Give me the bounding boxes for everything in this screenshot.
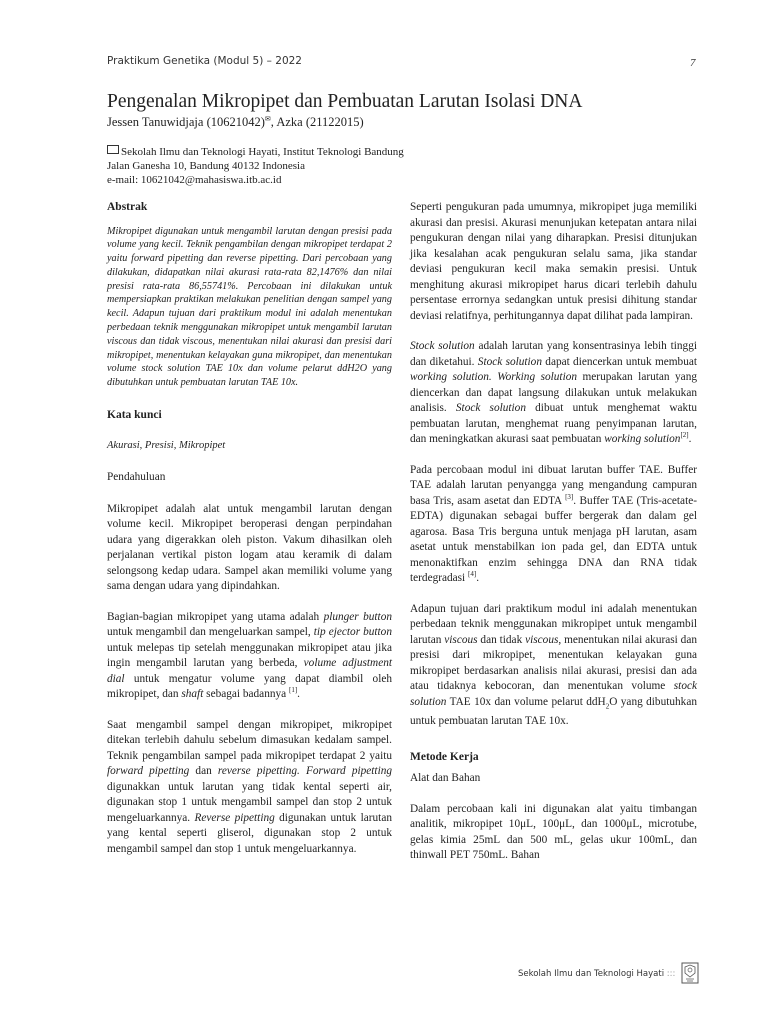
paper-title: Pengenalan Mikropipet dan Pembuatan Larutan Isolasi DNA <box>107 91 583 112</box>
methods-heading: Metode Kerja <box>410 750 479 763</box>
envelope-icon <box>107 145 119 154</box>
affiliation-email[interactable]: e-mail: 10621042@mahasiswa.itb.ac.id <box>107 174 282 186</box>
tae-buffer-paragraph: Pada percobaan modul ini dibuat larutan buffer TAE. Buffer TAE adalah larutan penyangga yang mengandung campuran basa Tris, asam asetat dan EDTA [3]. Buffer TAE (Tris-acetate-EDTA) digunakan sebagai buffer bergerak dan dalam gel agarosa. Basa Tris berguna untuk menjaga pH larutan, asam asetat untuk menstabilkan ion pada gel, dan EDTA untuk menonaktifkan enzim sehingga DNA dan RNA tidak terdegradasi [4]. <box>410 463 697 584</box>
intro-paragraph-1: Mikropipet adalah alat untuk mengambil larutan dengan volume kecil. Mikropipet beroperasi dengan perpindahan udara yang digerakkan oleh piston. Vakum dihasilkan oleh perjalanan vertikal piston logam atau keramik di dalam selongsong kedap udara. Sampel akan memiliki volume yang sama dengan udara yang dipindahkan. <box>107 502 392 593</box>
right-column <box>410 200 697 864</box>
materials-subheading: Alat dan Bahan <box>410 772 481 785</box>
intro-heading: Pendahuluan <box>107 471 166 484</box>
running-header: Praktikum Genetika (Modul 5) – 2022 <box>107 55 302 67</box>
abstract-heading: Abstrak <box>107 201 148 213</box>
keywords-text: Akurasi, Presisi, Mikropipet <box>107 439 226 451</box>
intro-paragraph-3: Saat mengambil sampel dengan mikropipet, mikropipet ditekan terlebih dahulu sebelum dimasukan kedalam sampel. Teknik pengambilan sampel pada mikropipet terdapat 2 yaitu forward pipetting dan reverse pipetting. Forward pipetting digunakkan untuk larutan yang tidak kental seperti air, digunakan stop 1 untuk mengambil sampel dan stop 2 untuk mengeluarkannya. Reverse pipetting digunakan untuk larutan yang kental seperti gliserol, digunakan stop 2 untuk mengambil sampel dan stop 1 untuk mengeluarkannya. <box>107 718 392 855</box>
author-primary: Jessen Tanuwidjaja (10621042) <box>107 115 265 129</box>
itb-logo-icon <box>681 962 699 984</box>
objectives-paragraph: Adapun tujuan dari praktikum modul ini adalah menentukan perbedaan teknik menggunakan mikropipet untuk mengambil larutan viscous dan tidak viscous, menentukan nilai akurasi dan presisi dari mikropipet, menentukan kelayakan guna mikropipet berdasarkan analisis nilai akurasi, presisi dan ada atau tidaknya kebocoran, dan menentukan volume stock solution TAE 10x dan volume pelarut ddH$_2$O yang dibutuhkan untuk pembuatan larutan TAE 10x. <box>410 602 697 728</box>
intro-paragraph-2: Bagian-bagian mikropipet yang utama adalah plunger button untuk mengambil dan mengeluarkan sampel, tip ejector button untuk melepas tip setelah menggunakan mikropipet atau jika ingin mengambil larutan yang berbeda, volume adjustment dial untuk mengatur volume yang dapat diambil oleh mikropipet, dan shaft sebagai badannya [1]. <box>107 610 392 701</box>
abstract-text: Mikropipet digunakan untuk mengambil larutan dengan presisi pada volume yang kecil. Teknik pengambilan dengan mikropipet terdapat 2 yaitu forward pipetting dan reverse pipetting. Dari percobaan yang dilakukan, didapatkan nilai akurasi rata-rata 82,1476% dan nilai presisi rata-rata 86,55741%. Percobaan ini dilakukan untuk mempersiapkan praktikan melakukan penelitian dengan sampel yang kecil. Adapun tujuan dari praktikum modul ini adalah menentukan perbedaan teknik menggunakan mikropipet untuk mengambil larutan viscous dan tidak viscous, menentukan nilai akurasi dan presisi dari mikropipet, menentukan kelayakan guna mikropipet, dan menentukan volume stock solution TAE 10x dan volume pelarut ddH2O yang dibutuhkan untuk pembuatan larutan TAE 10x. <box>107 225 392 389</box>
citation-2: [2] <box>680 431 689 440</box>
accuracy-paragraph: Seperti pengukuran pada umumnya, mikropipet juga memiliki akurasi dan presisi. Akurasi menunjukan ketepatan antara nilai pengukuran dengan nilai yang diharapkan. Presisi ditunjukan jika kesalahan acak pengukuran selalu sama, jika standar deviasi pengukuran kecil maka semakin presisi. Untuk menghitung akurasi mikropipet harus dicari terlebih dahulu persentase errornya sedangkan untuk presisi dihitung standar deviasi relatifnya, perhitungannya dapat dilihat pada lampiran. <box>410 201 697 322</box>
materials-paragraph: Dalam percobaan kali ini digunakan alat yaitu timbangan analitik, mikropipet 10μL, 100μL, dan 1000μL, microtube, gelas kimia 25mL dan 500 mL, gelas ukur 100mL, dan thinwall PET 750mL. Bahan <box>410 802 697 862</box>
author-line <box>107 115 364 130</box>
keywords-heading: Kata kunci <box>107 409 162 422</box>
stock-solution-paragraph: Stock solution adalah larutan yang konsentrasinya lebih tinggi dan diketahui. Stock solution dapat diencerkan untuk membuat working solution. Working solution merupakan larutan yang diencerkan dan dapat langsung dilakukan untuk melakukan analisis. Stock solution dibuat untuk menghemat waktu pembuatan larutan, menghemat ruang penyimpanan larutan, dan meningkatkan akurasi saat pembuatan working solution[2]. <box>410 340 697 445</box>
footer-institution: Sekolah Ilmu dan Teknologi Hayati ::: <box>518 969 676 979</box>
affiliation-line-1: Sekolah Ilmu dan Teknologi Hayati, Institut Teknologi Bandung <box>107 146 404 158</box>
page-number: 7 <box>690 57 696 69</box>
corresponding-mark: ✉ <box>264 114 271 123</box>
citation-1: [1] <box>288 686 298 695</box>
left-column <box>107 200 392 857</box>
author-secondary: , Azka (21122015) <box>270 115 364 129</box>
affiliation-line-2: Jalan Ganesha 10, Bandung 40132 Indonesia <box>107 160 305 172</box>
citation-4: [4] <box>468 570 477 579</box>
citation-3: [3] <box>565 492 574 501</box>
